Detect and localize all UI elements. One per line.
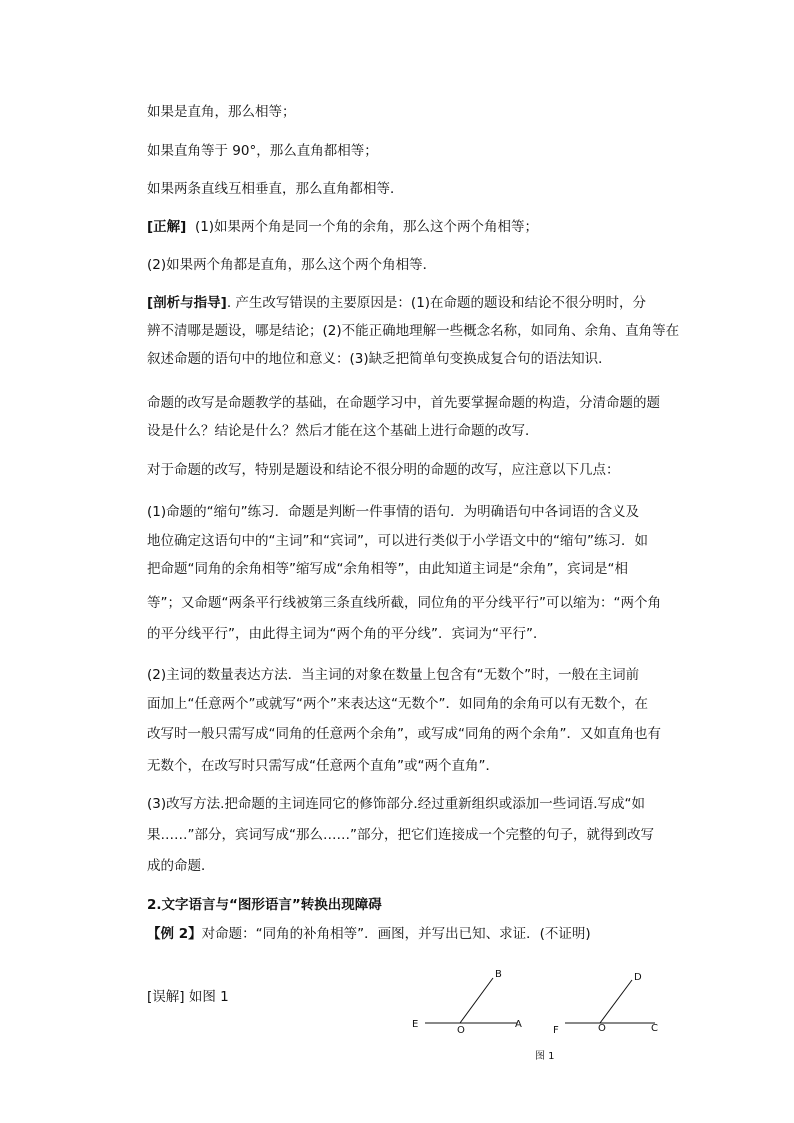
text-line: 如果是直角，那么相等；	[147, 104, 296, 120]
text-line: 的平分线平行”，由此得主词为“两个角的平分线”．宾词为“平行”．	[147, 626, 547, 642]
text-line: 无数个，在改写时只需写成“任意两个直角”或“两个直角”．	[147, 758, 499, 774]
text-line	[147, 218, 538, 236]
text-line: [误解] 如图 1	[147, 989, 229, 1005]
text-line: (2)如果两个角都是直角，那么这个两个角相等．	[147, 257, 437, 273]
figure-caption: 图 1	[535, 1051, 555, 1062]
text-line: 面加上“任意两个”或就写“两个”来表达这“无数个”．如同角的余角可以有无数个，在	[147, 696, 648, 712]
section-heading: 2.文字语言与“图形语言”转换出现障碍	[147, 897, 382, 913]
text-line: 设是什么？结论是什么？然后才能在这个基础上进行命题的改写．	[147, 423, 539, 439]
label-f: F	[553, 1025, 559, 1036]
text-line: 等”；又命题“两条平行线被第三条直线所截，同位角的平分线平行”可以缩为：“两个角	[147, 595, 661, 611]
pouxi-tag: [剖析与指导]	[147, 295, 227, 311]
text-line: 对于命题的改写，特别是题设和结论不很分明的命题的改写，应注意以下几点：	[147, 462, 620, 478]
label-o-right: O	[598, 1023, 606, 1034]
label-e: E	[412, 1019, 419, 1030]
label-a: A	[515, 1019, 522, 1030]
label-d: D	[634, 972, 642, 983]
label-c: C	[651, 1023, 658, 1034]
text-line: (1)命题的“缩句”练习．命题是判断一件事情的语句．为明确语句中各词语的含义及	[147, 504, 640, 520]
text-line	[147, 294, 646, 312]
text-span: (1)如果两个角是同一个角的余角，那么这个两个角相等；	[194, 219, 539, 235]
text-line: 如果两条直线互相垂直，那么直角都相等．	[147, 181, 404, 197]
text-line: (3)改写方法.把命题的主词连同它的修饰部分.经过重新组织或添加一些词语.写成“如	[147, 796, 645, 812]
text-span: . 产生改写错误的主要原因是：(1)在命题的题设和结论不很分明时，分	[226, 295, 647, 311]
text-line: 如果直角等于 90°，那么直角都相等；	[147, 143, 378, 159]
ray-od	[600, 980, 632, 1023]
text-line	[147, 925, 591, 943]
text-span: 对命题：“同角的补角相等”．画图，并写出已知、求证．(不证明)	[201, 926, 591, 942]
text-line: 果……”部分，宾词写成“那么……”部分，把它们连接成一个完整的句子，就得到改写	[147, 827, 654, 843]
figure-1	[395, 960, 675, 1070]
example-tag: 【例 2】	[147, 926, 202, 942]
text-line: 辨不清哪是题设，哪是结论；(2)不能正确地理解一些概念名称，如同角、余角、直角等在	[147, 323, 680, 339]
ray-ob	[460, 978, 493, 1023]
text-line: 叙述命题的语句中的地位和意义：(3)缺乏把简单句变换成复合句的语法知识．	[147, 351, 612, 367]
text-line: (2)主词的数量表达方法．当主词的对象在数量上包含有“无数个”时，一般在主词前	[147, 667, 640, 683]
zhengjie-tag: [正解]	[147, 219, 187, 235]
label-o-left: O	[457, 1025, 465, 1036]
text-line: 命题的改写是命题教学的基础，在命题学习中，首先要掌握命题的构造，分清命题的题	[147, 395, 660, 411]
text-line: 把命题“同角的余角相等”缩写成“余角相等”，由此知道主词是“余角”，宾词是“相	[147, 561, 628, 577]
label-b: B	[495, 969, 502, 980]
text-line: 改写时一般只需写成“同角的任意两个余角”，或写成“同角的两个余角”．又如直角也有	[147, 726, 661, 742]
text-line: 地位确定这语句中的“主词”和“宾词”，可以进行类似于小学语文中的“缩句”练习．如	[147, 533, 648, 549]
text-line: 成的命题．	[147, 858, 215, 874]
